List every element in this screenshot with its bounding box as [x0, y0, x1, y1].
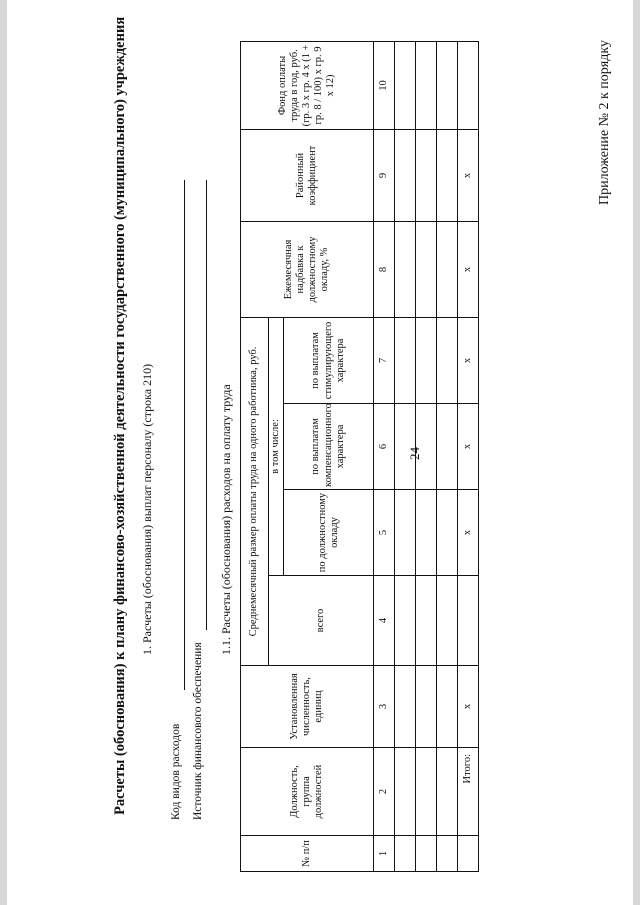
- total-row: [458, 41, 479, 871]
- table-row: [395, 41, 416, 871]
- table-cell: [395, 129, 416, 221]
- column-number: 7: [374, 317, 395, 403]
- total-cell: [458, 836, 479, 872]
- column-number: 6: [374, 404, 395, 490]
- header-including: в том числе:: [269, 317, 284, 575]
- table-cell: [395, 836, 416, 872]
- financing-source-label: Источник финансового обеспечения: [192, 642, 204, 820]
- header-compensation: по выплатам компенсационного характера: [284, 404, 374, 490]
- table-cell: [395, 490, 416, 576]
- table-cell: [395, 666, 416, 748]
- total-headcount: x: [458, 666, 479, 748]
- total-cell: [458, 576, 479, 666]
- table-cell: [416, 490, 437, 576]
- header-monthly-bonus: Ежемесячная надбавка к должностному окладу, %: [241, 221, 374, 317]
- table-cell: [437, 748, 458, 836]
- table-cell: [437, 317, 458, 403]
- expense-code-label: Код видов расходов: [170, 723, 182, 820]
- column-number: 1: [374, 836, 395, 872]
- page-number: 24: [407, 447, 422, 460]
- table-cell: [395, 221, 416, 317]
- header-payroll-fund: Фонд оплаты труда в год, руб. (гр. 3 x гр. 4 x (1 + гр. 8 / 100) x гр. 9 x 12): [241, 41, 374, 129]
- total-regional-coefficient: x: [458, 129, 479, 221]
- total-compensation: x: [458, 404, 479, 490]
- table-cell: [395, 748, 416, 836]
- table-cell: [416, 666, 437, 748]
- table-cell: [416, 404, 437, 490]
- total-monthly-bonus: x: [458, 221, 479, 317]
- column-number: 4: [374, 576, 395, 666]
- table-cell: [416, 748, 437, 836]
- section-1-1-heading: 1.1. Расчеты (обоснования) расходов на оплату труда: [219, 384, 233, 655]
- column-number: 10: [374, 41, 395, 129]
- table-cell: [416, 129, 437, 221]
- expense-code-underline: [184, 180, 185, 690]
- payroll-calculation-table: [240, 41, 479, 872]
- column-number: 2: [374, 748, 395, 836]
- table-cell: [395, 576, 416, 666]
- column-number: 8: [374, 221, 395, 317]
- column-number: 5: [374, 490, 395, 576]
- table-cell: [437, 129, 458, 221]
- table-cell: [395, 404, 416, 490]
- section-1-heading: 1. Расчеты (обоснования) выплат персоналу (строка 210): [140, 363, 154, 655]
- table-cell: [437, 41, 458, 129]
- header-regional-coefficient: Районный коэффициент: [241, 129, 374, 221]
- table-cell: [395, 317, 416, 403]
- table-row: [416, 41, 437, 871]
- column-number: 9: [374, 129, 395, 221]
- financing-source-underline: [206, 180, 207, 630]
- total-label: Итого:: [458, 748, 479, 836]
- table-cell: [437, 404, 458, 490]
- header-by-salary: по должностному окладу: [284, 490, 374, 576]
- table-cell: [437, 666, 458, 748]
- table-cell: [416, 221, 437, 317]
- header-total: всего: [269, 576, 374, 666]
- total-payroll-fund: [458, 41, 479, 129]
- table-cell: [395, 41, 416, 129]
- header-num: № п/п: [241, 836, 374, 872]
- table-cell: [437, 836, 458, 872]
- column-number-row: [374, 41, 395, 871]
- header-position: Должность, группа должностей: [241, 748, 374, 836]
- table-cell: [437, 221, 458, 317]
- table-cell: [437, 576, 458, 666]
- table-cell: [416, 317, 437, 403]
- appendix-label: Приложение № 2 к порядку: [597, 40, 612, 205]
- table-row: [437, 41, 458, 871]
- table-cell: [416, 41, 437, 129]
- total-by-salary: x: [458, 490, 479, 576]
- header-stimulating: по выплатам стимулирующего характера: [284, 317, 374, 403]
- header-avg-monthly-pay: Среднемесячный размер оплаты труда на одного работника, руб.: [241, 317, 269, 665]
- document-title: Расчеты (обоснования) к плану финансово-хозяйственной деятельности государственного (муниципального) учреждения: [112, 16, 128, 815]
- table-cell: [416, 836, 437, 872]
- column-number: 3: [374, 666, 395, 748]
- table-cell: [416, 576, 437, 666]
- total-stimulating: x: [458, 317, 479, 403]
- table-cell: [437, 490, 458, 576]
- header-headcount: Установленная численность, единиц: [241, 666, 374, 748]
